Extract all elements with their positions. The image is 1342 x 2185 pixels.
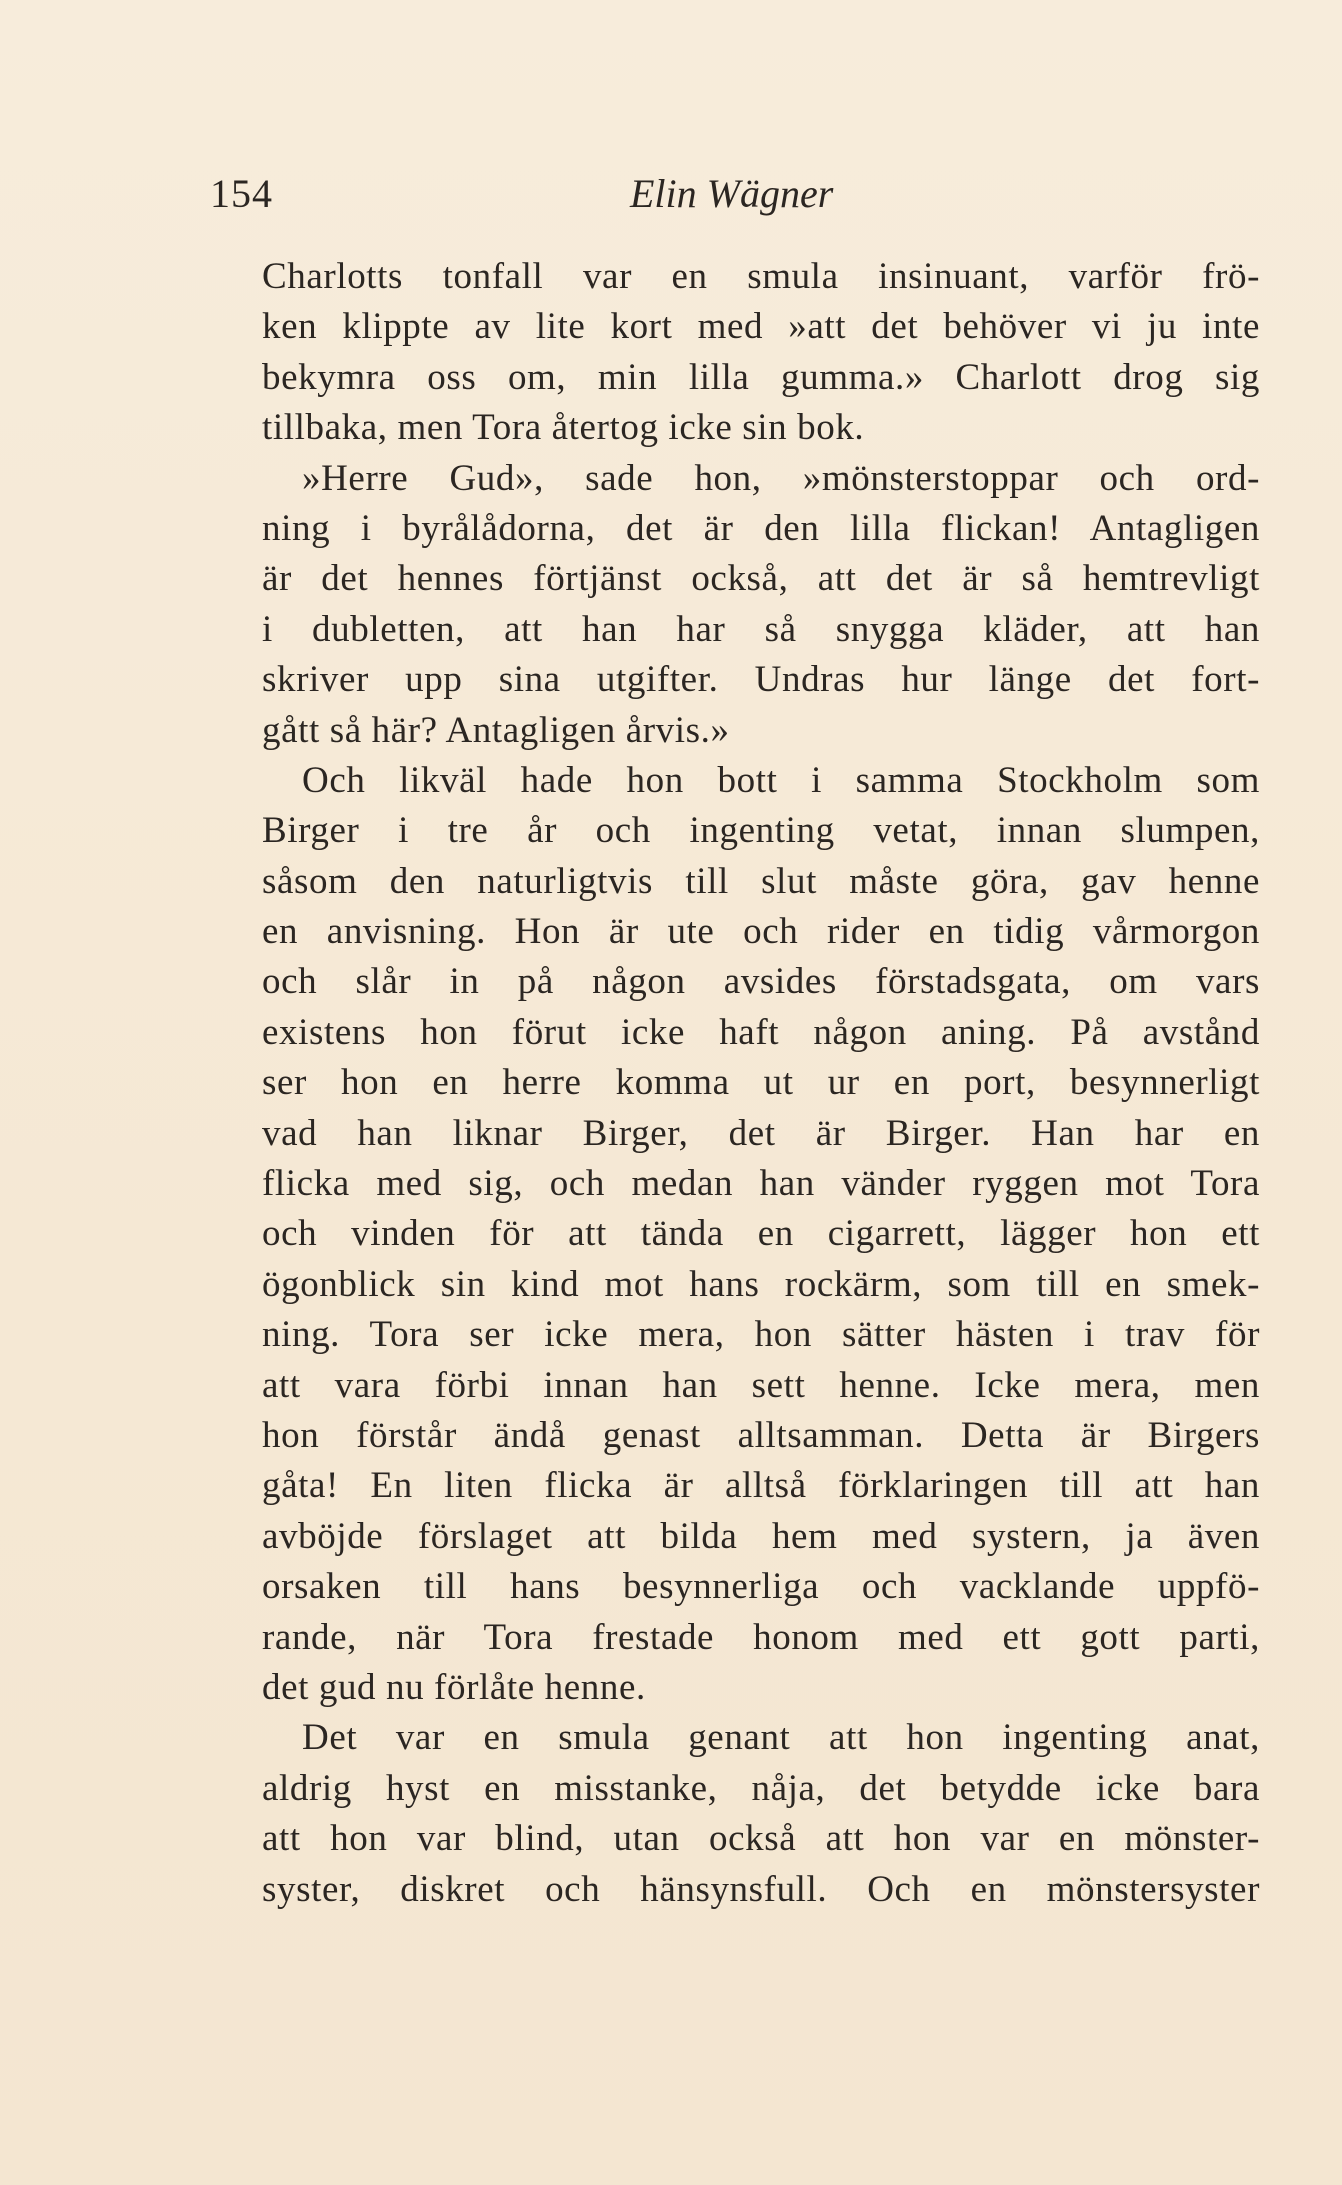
- text-line: Birger i tre år och ingenting vetat, innan slumpen,: [262, 810, 1260, 852]
- text-line: aldrig hyst en misstanke, nåja, det betydde icke bara: [262, 1767, 1260, 1809]
- text-line: bekymra oss om, min lilla gumma.» Charlott drog sig: [262, 356, 1260, 398]
- text-line: såsom den naturligtvis till slut måste göra, gav henne: [262, 860, 1260, 902]
- text-line: hon förstår ändå genast alltsamman. Detta är Birgers: [262, 1414, 1260, 1456]
- text-line: är det hennes förtjänst också, att det är så hemtrevligt: [262, 558, 1260, 600]
- page-number: 154: [210, 171, 273, 216]
- text-line: gåta! En liten flicka är alltså förklaringen till att han: [262, 1465, 1260, 1507]
- text-line: ning i byrålådorna, det är den lilla flickan! Antagligen: [262, 507, 1260, 549]
- text-line: skriver upp sina utgifter. Undras hur länge det fort-: [262, 659, 1260, 701]
- text-line: ning. Tora ser icke mera, hon sätter hästen i trav för: [262, 1314, 1260, 1356]
- text-line: existens hon förut icke haft någon aning. På avstånd: [262, 1011, 1260, 1053]
- text-line: vad han liknar Birger, det är Birger. Han har en: [262, 1112, 1260, 1154]
- text-line: syster, diskret och hänsynsfull. Och en mönstersyster: [262, 1868, 1260, 1910]
- text-line: Det var en smula genant att hon ingenting anat,: [302, 1717, 1260, 1759]
- text-line: att vara förbi innan han sett henne. Icke mera, men: [262, 1364, 1260, 1406]
- text-line: och vinden för att tända en cigarrett, lägger hon ett: [262, 1213, 1260, 1255]
- page-header: [210, 170, 880, 230]
- running-head: Elin Wägner: [630, 171, 834, 216]
- text-line: Charlotts tonfall var en smula insinuant, varför frö-: [262, 256, 1260, 297]
- body-text: [262, 252, 1260, 1915]
- text-line: tillbaka, men Tora återtog icke sin bok.: [262, 407, 865, 449]
- text-line: ken klippte av lite kort med »att det behöver vi ju inte: [262, 306, 1260, 348]
- text-line: ser hon en herre komma ut ur en port, besynnerligt: [262, 1062, 1260, 1104]
- text-line: en anvisning. Hon är ute och rider en tidig vårmorgon: [262, 911, 1260, 953]
- text-line: att hon var blind, utan också att hon var en mönster-: [262, 1818, 1260, 1860]
- text-line: flicka med sig, och medan han vänder ryggen mot Tora: [262, 1163, 1260, 1205]
- text-line: ögonblick sin kind mot hans rockärm, som till en smek-: [262, 1263, 1260, 1305]
- text-line: i dubletten, att han har så snygga kläder, att han: [262, 608, 1260, 650]
- text-line: gått så här? Antagligen årvis.»: [262, 709, 730, 751]
- text-line: Och likväl hade hon bott i samma Stockholm som: [302, 759, 1260, 801]
- text-line: rande, när Tora frestade honom med ett gott parti,: [262, 1616, 1260, 1658]
- text-line: och slår in på någon avsides förstadsgata, om vars: [262, 961, 1260, 1003]
- text-line: orsaken till hans besynnerliga och vacklande uppfö-: [262, 1566, 1260, 1608]
- text-line: det gud nu förlåte henne.: [262, 1666, 646, 1708]
- text-line: avböjde förslaget att bilda hem med systern, ja även: [262, 1515, 1260, 1557]
- text-line: »Herre Gud», sade hon, »mönsterstoppar och ord-: [302, 457, 1260, 499]
